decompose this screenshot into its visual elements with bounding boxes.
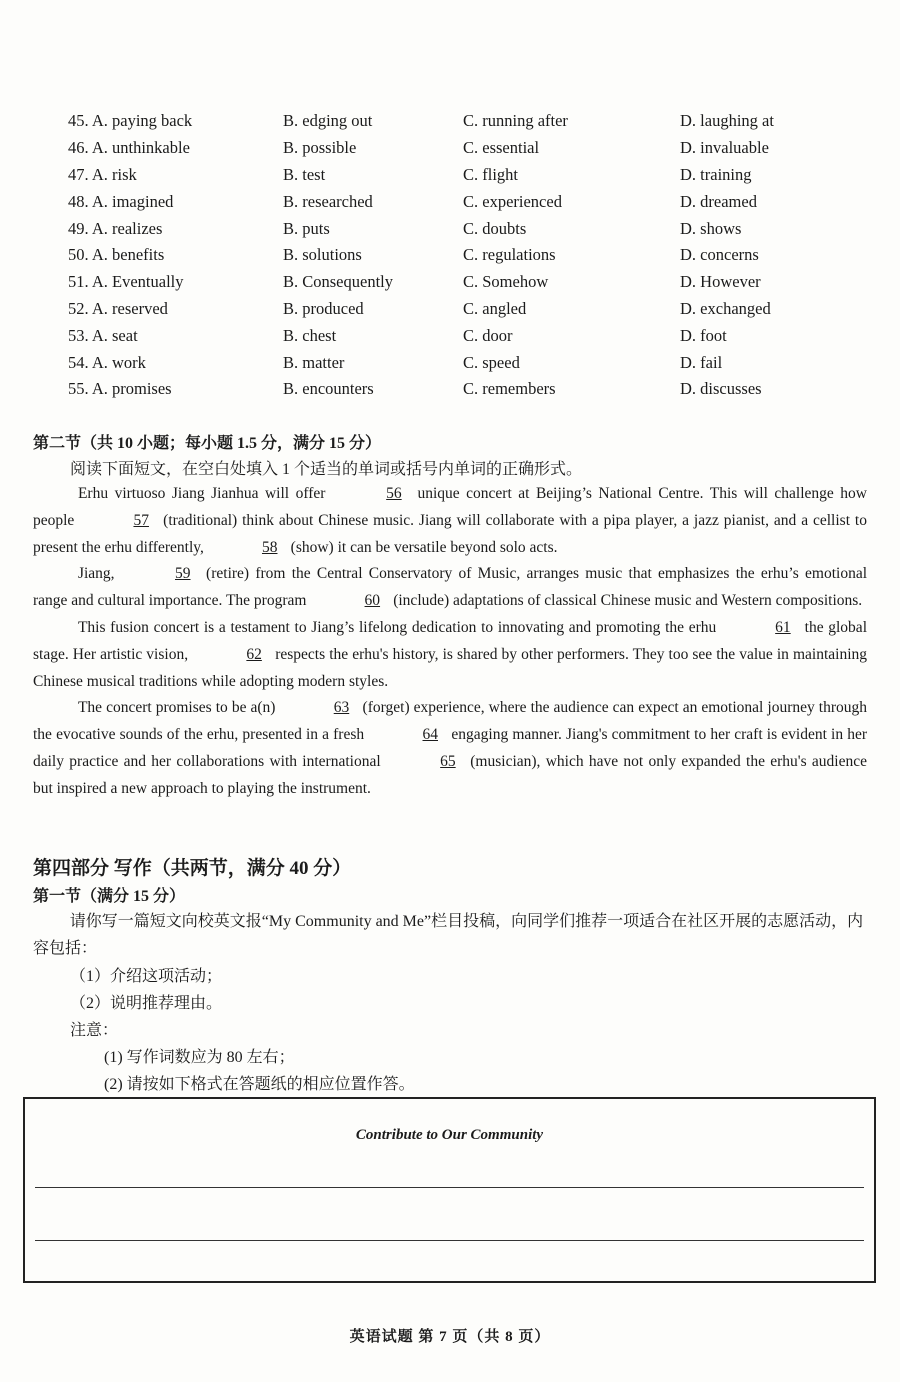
option-d[interactable]: D. invaluable: [680, 138, 769, 158]
option-a[interactable]: 53. A. seat: [68, 325, 138, 345]
writing-section1-title: 第一节（满分 15 分）: [33, 888, 186, 905]
paragraph-2: [33, 561, 867, 615]
option-d[interactable]: D. However: [680, 272, 761, 292]
option-c[interactable]: C. running after: [463, 111, 568, 131]
paragraph-1: [33, 481, 867, 561]
option-c[interactable]: C. remembers: [463, 379, 556, 399]
option-b[interactable]: B. Consequently: [283, 272, 393, 292]
text: the global stage. Her artistic vision,: [33, 618, 867, 663]
text: respects the erhu's history, is shared by other performers. They too see the value in maintaining Chinese musical traditions while adopting modern styles.: [33, 645, 868, 690]
text: (forget) experience, where the audience can expect an emotional journey through the evocative sounds of the erhu, presented in a fresh: [33, 699, 867, 744]
text: (include) adaptations of classical Chinese music and Western compositions.: [389, 592, 863, 610]
option-b[interactable]: B. chest: [283, 325, 337, 345]
option-row: [68, 188, 808, 215]
text: (traditional) think about Chinese music. Jiang will collaborate with a pipa player, a jazz pianist, and a cellist to present the erhu differently,: [33, 511, 867, 556]
option-c[interactable]: C. doubts: [463, 218, 527, 238]
option-a[interactable]: 48. A. imagined: [68, 191, 174, 211]
option-c[interactable]: C. experienced: [463, 191, 562, 211]
option-a[interactable]: 51. A. Eventually: [68, 272, 184, 292]
writing-line: [35, 1240, 864, 1241]
writing-note-1: (1) 写作词数应为 80 左右；: [104, 1049, 295, 1066]
option-row: [68, 108, 808, 135]
answer-box-title: Contribute to Our Community: [355, 1127, 544, 1143]
section2-instruction: 阅读下面短文，在空白处填入 1 个适当的单词或括号内单词的正确形式。: [70, 461, 583, 478]
option-row: [68, 269, 808, 296]
option-row: [68, 376, 808, 403]
option-d[interactable]: D. concerns: [680, 245, 759, 265]
option-row: [68, 349, 808, 376]
option-c[interactable]: C. regulations: [463, 245, 556, 265]
section2-title: 第二节（共 10 小题；每小题 1.5 分，满分 15 分）: [33, 435, 382, 452]
blank-63[interactable]: 63: [333, 699, 350, 717]
option-b[interactable]: B. test: [283, 164, 326, 184]
text: (show) it can be versatile beyond solo acts.: [286, 538, 558, 556]
text: (musician), which have not only expanded the erhu's audience but inspired a new approach to playing the instrument.: [33, 752, 867, 797]
text: The concert promises to be a(n): [77, 699, 280, 717]
option-a[interactable]: 47. A. risk: [68, 164, 137, 184]
option-row: [68, 242, 808, 269]
option-c[interactable]: C. angled: [463, 298, 527, 318]
text: Jiang,: [77, 565, 121, 583]
option-row: [68, 322, 808, 349]
option-b[interactable]: B. researched: [283, 191, 373, 211]
option-row: [68, 215, 808, 242]
option-row: [68, 162, 808, 189]
option-row: [68, 296, 808, 323]
option-a[interactable]: 46. A. unthinkable: [68, 138, 190, 158]
option-b[interactable]: B. puts: [283, 218, 330, 238]
text: Erhu virtuoso Jiang Jianhua will offer: [77, 485, 332, 502]
blank-57[interactable]: 57: [133, 511, 149, 529]
passage: [33, 481, 867, 803]
option-d[interactable]: D. shows: [680, 218, 742, 238]
answer-box[interactable]: [23, 1097, 876, 1283]
blank-65[interactable]: 65: [440, 752, 456, 770]
option-d[interactable]: D. laughing at: [680, 111, 774, 131]
option-c[interactable]: C. speed: [463, 352, 520, 372]
option-a[interactable]: 45. A. paying back: [68, 111, 193, 131]
writing-note-2: (2) 请按如下格式在答题纸的相应位置作答。: [104, 1076, 415, 1093]
option-a[interactable]: 54. A. work: [68, 352, 146, 372]
blank-58[interactable]: 58: [261, 538, 278, 556]
option-d[interactable]: D. fail: [680, 352, 723, 372]
option-row: [68, 135, 808, 162]
writing-note: 注意：: [70, 1022, 119, 1039]
option-c[interactable]: C. door: [463, 325, 513, 345]
blank-56[interactable]: 56: [386, 485, 402, 502]
option-d[interactable]: D. exchanged: [680, 298, 771, 318]
option-b[interactable]: B. matter: [283, 352, 345, 372]
writing-item-1: （1）介绍这项活动；: [70, 968, 223, 985]
option-d[interactable]: D. discusses: [680, 379, 762, 399]
option-d[interactable]: D. dreamed: [680, 191, 757, 211]
blank-61[interactable]: 61: [775, 618, 791, 636]
option-d[interactable]: D. foot: [680, 325, 727, 345]
blank-59[interactable]: 59: [175, 565, 191, 583]
options-table: [68, 108, 808, 403]
blank-62[interactable]: 62: [246, 645, 262, 663]
blank-60[interactable]: 60: [364, 592, 381, 610]
option-c[interactable]: C. Somehow: [463, 272, 549, 292]
writing-line: [35, 1187, 864, 1188]
option-b[interactable]: B. solutions: [283, 245, 362, 265]
paragraph-4: [33, 695, 867, 802]
writing-item-2: （2）说明推荐理由。: [70, 995, 223, 1012]
option-c[interactable]: C. essential: [463, 138, 540, 158]
option-d[interactable]: D. training: [680, 164, 752, 184]
blank-64[interactable]: 64: [422, 726, 438, 744]
option-b[interactable]: B. produced: [283, 298, 364, 318]
option-a[interactable]: 49. A. realizes: [68, 218, 163, 238]
text: engaging manner. Jiang's commitment to her craft is evident in her daily practice and her collaborations with international: [33, 726, 867, 770]
text: This fusion concert is a testament to Jiang’s lifelong dedication to innovating and promoting the erhu: [77, 618, 721, 636]
text: (retire) from the Central Conservatory of Music, arranges music that emphasizes the erhu’s emotional range and cultural importance. The program: [33, 565, 867, 610]
option-a[interactable]: 52. A. reserved: [68, 298, 168, 318]
page-footer: 英语试题 第 7 页（共 8 页）: [349, 1329, 551, 1345]
writing-prompt: 请你写一篇短文向校英文报“My Community and Me”栏目投稿，向同学们推荐一项适合在社区开展的志愿活动，内容包括：: [33, 913, 864, 957]
option-b[interactable]: B. encounters: [283, 379, 374, 399]
option-b[interactable]: B. possible: [283, 138, 357, 158]
paragraph-3: [33, 615, 867, 695]
option-a[interactable]: 50. A. benefits: [68, 245, 165, 265]
text: unique concert at Beijing’s National Centre. This will challenge how people: [33, 485, 867, 529]
option-b[interactable]: B. edging out: [283, 111, 373, 131]
option-c[interactable]: C. flight: [463, 164, 519, 184]
part4-title: 第四部分 写作（共两节，满分 40 分）: [33, 858, 352, 879]
option-a[interactable]: 55. A. promises: [68, 379, 172, 399]
